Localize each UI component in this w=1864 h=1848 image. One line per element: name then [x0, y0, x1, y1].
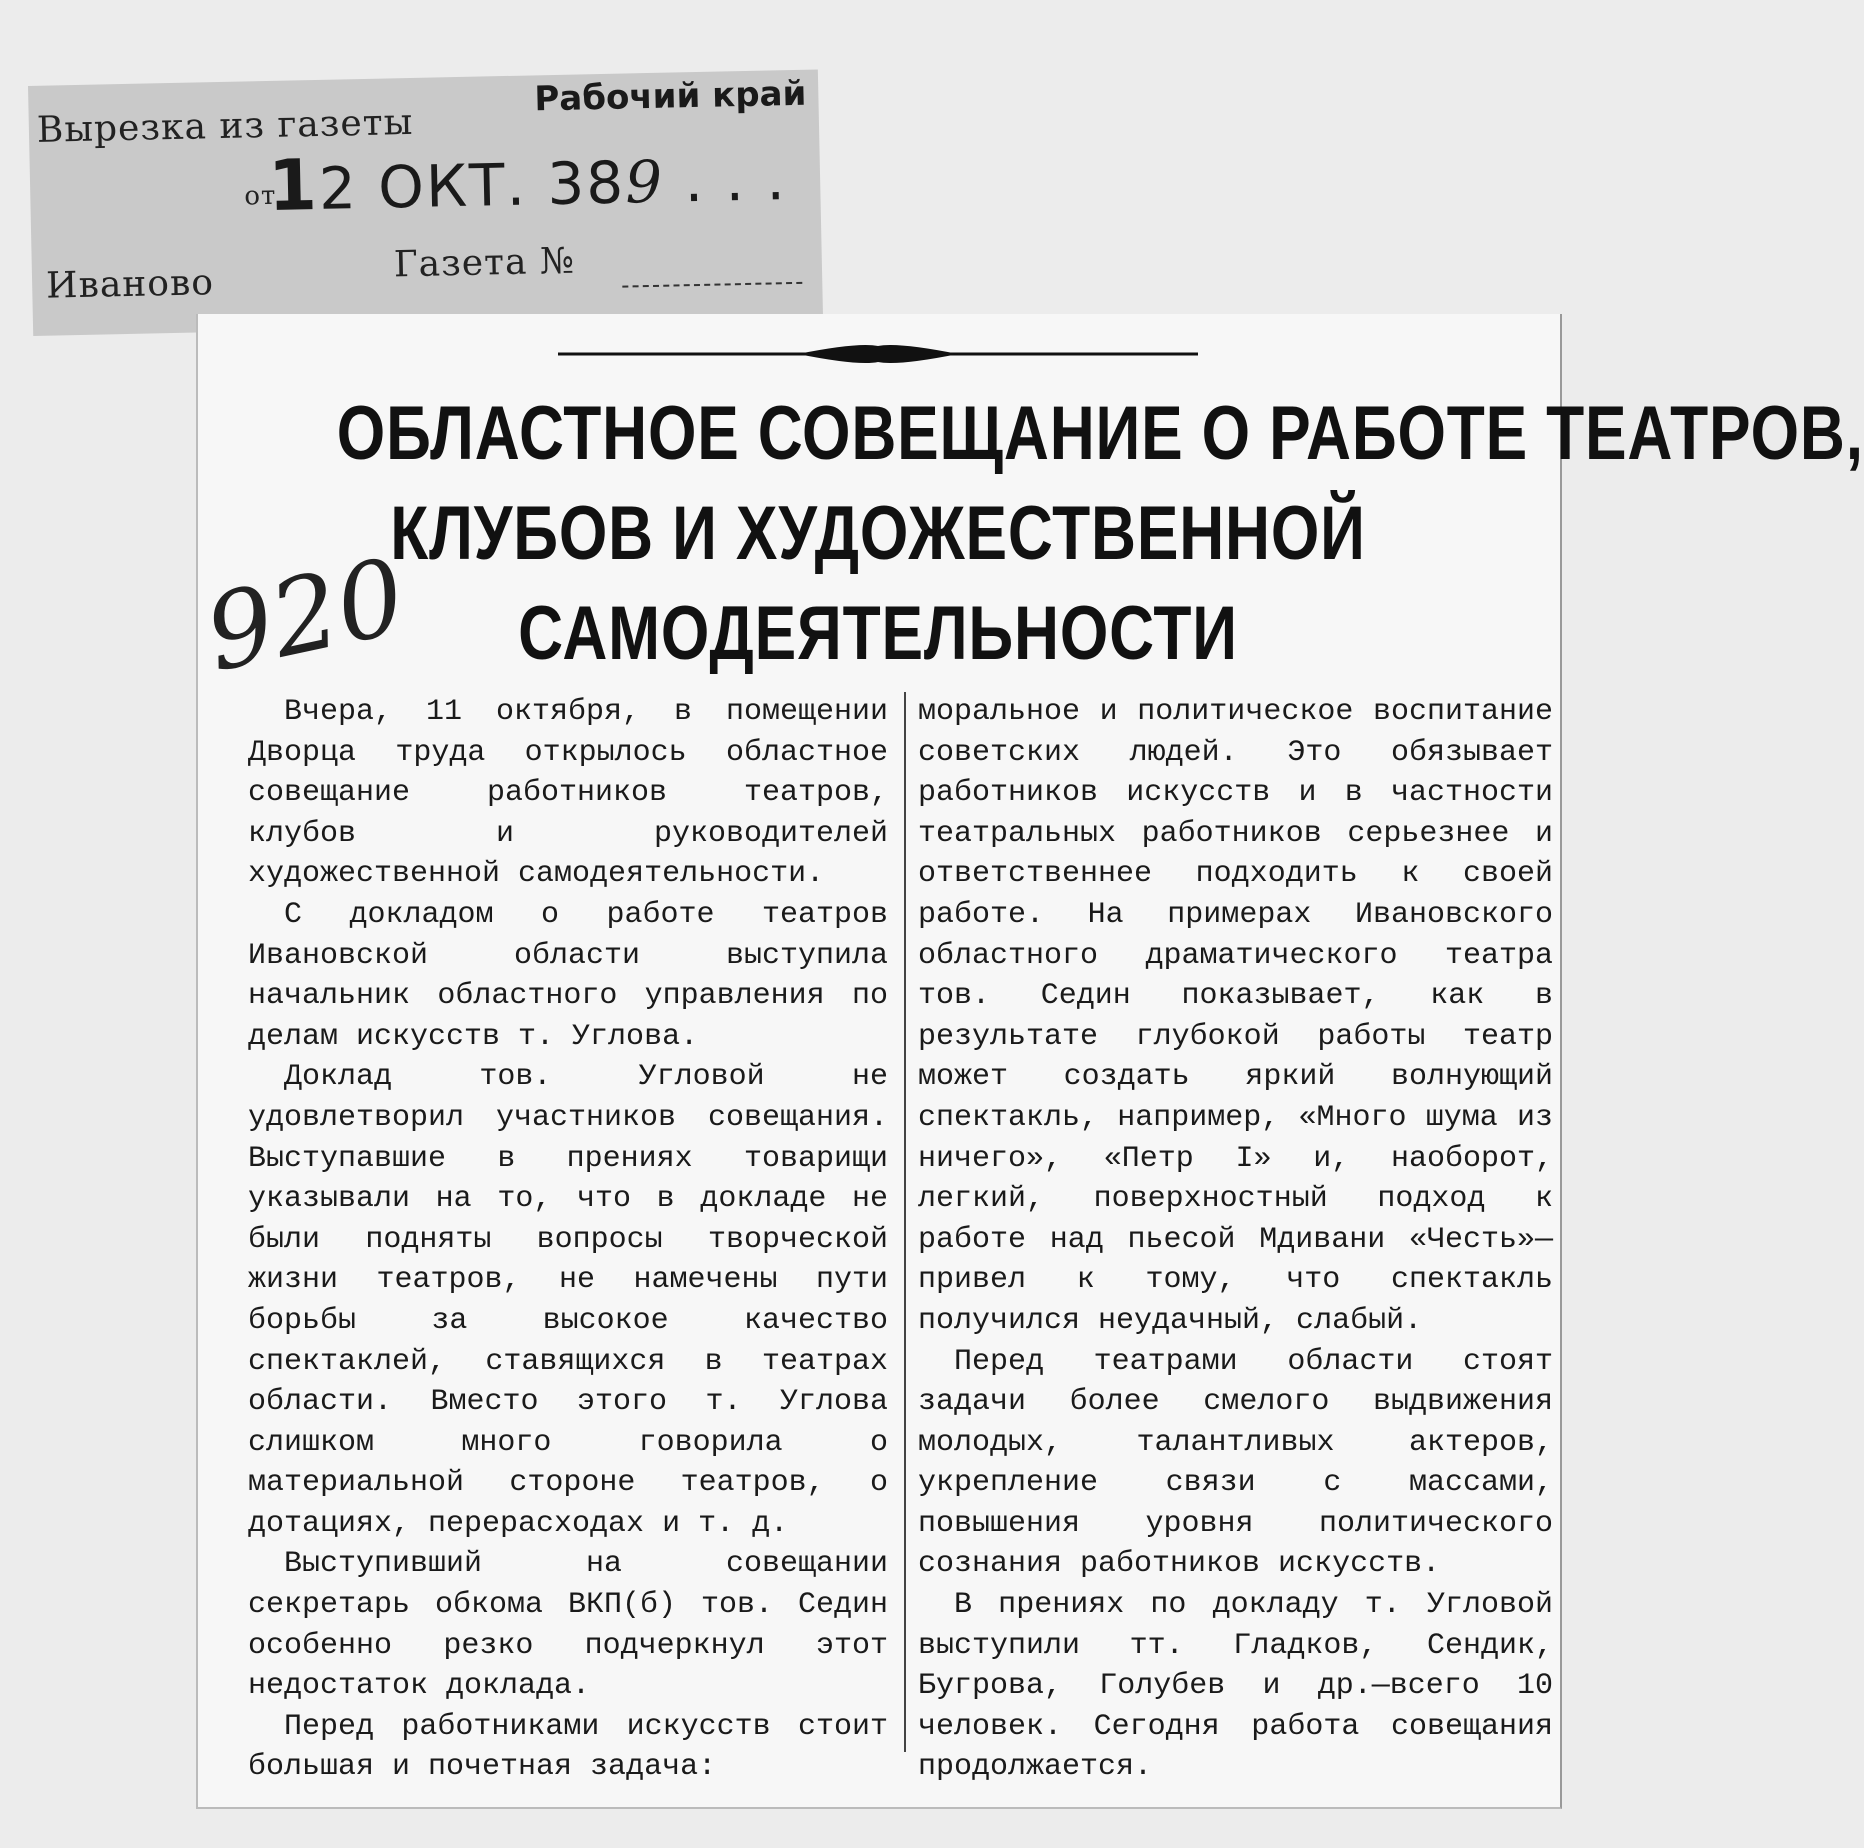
paragraph: Перед театрами области стоят задачи более смелого выдвижения молодых, талантливых актеров, укрепление связи с массами, повышения уровня политического сознания работников искусств.: [918, 1344, 1553, 1582]
date-rest: 2 ОКТ. 38: [318, 148, 626, 223]
title-line-1: ОБЛАСТНОЕ СОВЕЩАНИЕ О РАБОТЕ ТЕАТРОВ,: [336, 391, 1864, 476]
date-stamp: 12 ОКТ. 389 . . .: [267, 143, 788, 227]
city-label: Иваново: [45, 262, 215, 307]
paragraph: Выступивший на совещании секретарь обкома ВКП(б) тов. Седин особенно резко подчеркнул этот недостаток доклада.: [248, 1547, 888, 1704]
paragraph: Перед работниками искусств стоит большая и почетная задача:: [248, 1709, 888, 1785]
paragraph: В прениях по докладу т. Угловой выступили тт. Гладков, Сендик, Бугрова, Голубев и др.—всего 10 человек. Сегодня работа совещания продолжается.: [918, 1588, 1553, 1785]
column-divider: [904, 692, 906, 1752]
date-day-first: 1: [267, 143, 320, 227]
ornament-rule: [558, 342, 1198, 366]
newspaper-clipping: [195, 314, 1864, 1809]
date-prefix: от: [244, 180, 277, 212]
date-year-handwritten: 9: [624, 147, 665, 217]
clipping-heading: Вырезка из газеты: [36, 101, 414, 151]
paragraph: Вчера, 11 октября, в помещении Дворца труда открылось областное совещание работников театров, клубов и руководителей художественной самодеятельности.: [248, 695, 888, 892]
clipping-stamp: [28, 69, 823, 335]
title-line-2: КЛУБОВ И ХУДОЖЕСТВЕННОЙ: [390, 491, 1366, 576]
paragraph: Доклад тов. Угловой не удовлетворил участников совещания. Выступавшие в прениях товарищи указывали на то, что в докладе не были подняты вопросы творческой жизни театров, не намечены пути борьбы за высокое качество спектаклей, ставящихся в театрах области. Вместо этого т. Углова слишком много говорила о материальной стороне театров, о дотациях, перерасходах и т. д.: [248, 1060, 888, 1541]
article-left-column: [248, 692, 888, 1788]
paragraph: моральное и политическое воспитание советских людей. Это обязывает работников искусств и в частности театральных работников серьезнее и ответственнее подходить к своей работе. На примерах Ивановского областного драматического театра тов. Седин показывает, как в результате глубокой работы театр может создать яркий волнующий спектакль, например, «Много шума из ничего», «Петр I» и, наоборот, легкий, поверхностный подход к работе над пьесой Мдивани «Честь»— привел к тому, что спектакль получился неудачный, слабый.: [918, 695, 1553, 1338]
paragraph: С докладом о работе театров Ивановской области выступила начальник областного управления по делам искусств т. Углова.: [248, 897, 888, 1054]
title-line-3: САМОДЕЯТЕЛЬНОСТИ: [518, 591, 1238, 676]
handwritten-number: 920: [195, 534, 416, 696]
issue-number-line: [622, 282, 802, 288]
issue-label: Газета №: [393, 240, 576, 286]
article-right-column: [918, 692, 1553, 1788]
newspaper-name: Рабочий край: [533, 73, 807, 120]
article-title: [336, 384, 1864, 684]
